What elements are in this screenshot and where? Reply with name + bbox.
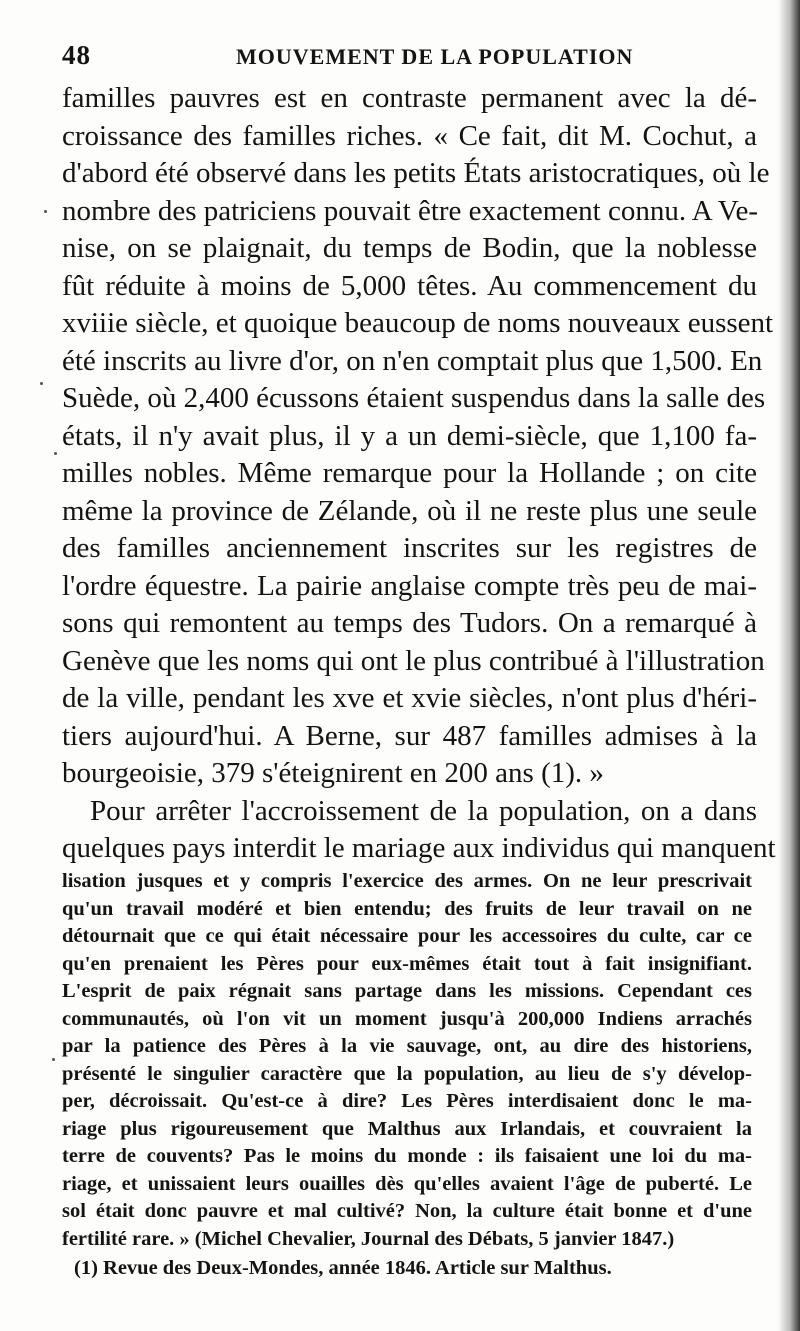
- page-number: 48: [62, 40, 91, 70]
- footnote-reference: (1) Revue des Deux-Mondes, année 1846. Article sur Malthus.: [74, 1257, 612, 1279]
- body-line: xviiie siècle, et quoique beaucoup de noms nouveaux eussent: [62, 307, 774, 339]
- scan-speck: [54, 452, 57, 455]
- body-line: familles pauvres est en contraste permanent avec la dé-: [62, 82, 757, 114]
- footnote-line: qu'un travail modéré et bien entendu; des fruits de leur travail on ne: [62, 897, 752, 920]
- footnote-line: par la patience des Pères à la vie sauvage, ont, au dire des historiens,: [62, 1035, 752, 1057]
- footnote-line: détournait que ce qui était nécessaire pour les accessoires du culte, car ce: [62, 925, 752, 947]
- body-line: d'abord été observé dans les petits États aristocratiques, où le: [62, 157, 770, 189]
- footnote-line: présenté le singulier caractère que la population, au lieu de s'y dévelop-: [62, 1062, 752, 1085]
- body-line: Suède, où 2,400 écussons étaient suspendus dans la salle des: [62, 382, 766, 414]
- body-line: milles nobles. Même remarque pour la Hollande ; on cite: [62, 457, 757, 489]
- footnote-line: communautés, où l'on vit un moment jusqu'à 200,000 Indiens arrachés: [62, 1007, 752, 1030]
- footnote-line: riage, et unissaient leurs ouailles dès qu'elles avaient l'âge de puberté. Le: [62, 1172, 752, 1195]
- footnote-line: riage plus rigoureusement que Malthus aux Irlandais, et couvraient la: [62, 1117, 752, 1140]
- body-line: états, il n'y avait plus, il y a un demi-siècle, que 1,100 fa-: [62, 419, 757, 452]
- page-header: [62, 40, 768, 80]
- body-line: Pour arrêter l'accroissement de la population, on a dans: [90, 794, 757, 827]
- body-line: croissance des familles riches. « Ce fait, dit M. Cochut, a: [62, 119, 757, 152]
- footnote-line: lisation jusques et y compris l'exercice des armes. On ne leur prescrivait: [62, 870, 752, 892]
- body-line: sons qui remontent au temps des Tudors. On a remarqué à: [62, 607, 757, 639]
- footnote-line: fertilité rare. » (Michel Chevalier, Journal des Débats, 5 janvier 1847.): [62, 1227, 675, 1250]
- footnote-line: terre de couvents? Pas le moins du monde : ils faisaient une loi du ma-: [62, 1145, 752, 1167]
- body-line: nombre des patriciens pouvait être exactement connu. A Ve-: [62, 194, 759, 227]
- body-line: nise, on se plaignait, du temps de Bodin, que la noblesse: [62, 232, 757, 264]
- body-line: même la province de Zélande, où il ne reste plus une seule: [62, 494, 757, 527]
- body-line: des familles anciennement inscrites sur les registres de: [62, 532, 757, 564]
- body-line: Genève que les noms qui ont le plus contribué à l'illustration: [62, 644, 765, 677]
- body-line: de la ville, pendant les xve et xvie siècles, n'ont plus d'héri-: [62, 682, 757, 714]
- scan-speck: [44, 210, 47, 213]
- footnote-line: per, décroissait. Qu'est-ce à dire? Les Pères interdisaient donc le ma-: [62, 1090, 752, 1112]
- footnotes: [62, 868, 752, 1283]
- body-line: été inscrits au livre d'or, on n'en comptait plus que 1,500. En: [62, 344, 763, 377]
- body-line: l'ordre équestre. La pairie anglaise compte très peu de mai-: [62, 569, 757, 602]
- scan-speck: [52, 1058, 55, 1061]
- scan-speck: [40, 382, 43, 385]
- main-text: [62, 80, 776, 868]
- body-line: fût réduite à moins de 5,000 têtes. Au commencement du: [62, 269, 757, 302]
- footnote-line: sol était donc pauvre et mal cultivé? Non, la culture était bonne et d'une: [62, 1200, 752, 1222]
- body-line: tiers aujourd'hui. A Berne, sur 487 familles admises à la: [62, 719, 757, 752]
- page-edge-shadow: [778, 0, 800, 1331]
- footnote-line: qu'en prenaient les Pères pour eux-mêmes était tout à fait insignifiant.: [62, 952, 752, 975]
- body-line: quelques pays interdit le mariage aux individus qui manquent: [62, 832, 776, 864]
- footnote-line: L'esprit de paix régnait sans partage dans les missions. Cependant ces: [62, 980, 752, 1002]
- body-line: bourgeoisie, 379 s'éteignirent en 200 ans (1). »: [62, 757, 604, 789]
- running-title: MOUVEMENT DE LA POPULATION: [236, 44, 634, 69]
